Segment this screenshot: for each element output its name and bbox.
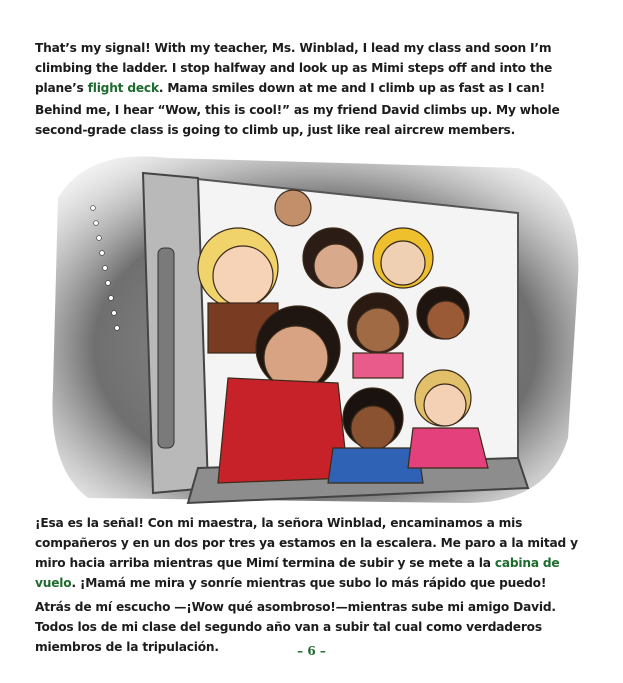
english-p1-text-a: That’s my signal! With my teacher, Ms. Winblad, I lead my class and soon I’m climbing the ladder. I stop halfway and look up as Mimi steps off and into the plane’s	[35, 41, 553, 95]
english-paragraph-2: Behind me, I hear “Wow, this is cool!” as my friend David climbs up. My whole second-grade class is going to climb up, just like real aircrew members.	[35, 103, 560, 137]
flight-deck-term: flight deck	[87, 81, 159, 95]
english-p1-text-b: . Mama smiles down at me and I climb up as fast as I can!	[158, 81, 545, 95]
spanish-p1-text-a: ¡Esa es la señal! Con mi maestra, la señora Winblad, encaminamos a mis compañeros y en un dos por tres ya estamos en la escalera. Me paro a la mitad y miro hacia arriba mientras que Mimí termina de subir y se mete a la	[35, 516, 578, 570]
page-number: – 6 –	[297, 644, 326, 658]
english-paragraph-1	[35, 38, 590, 98]
spanish-p1-text-b: . ¡Mamá me mira y sonríe mientras que subo lo más rápido que puedo!	[71, 576, 547, 590]
ladder-rail	[158, 248, 174, 448]
cabina-de-vuelo-term: cabina de vuelo	[35, 556, 560, 590]
illustration-svg	[48, 138, 588, 510]
illustration-children-in-aircraft-hatch	[48, 138, 588, 510]
spanish-paragraph-2: Atrás de mí escucho —¡Wow qué asombroso!—mientras sube mi amigo David. Todos los de mi clase del segundo año van a subir tal cual como verdaderos miembros de la tripulación.	[35, 600, 556, 654]
hatch-frame-left	[143, 173, 208, 493]
spanish-paragraph-1	[35, 513, 590, 593]
